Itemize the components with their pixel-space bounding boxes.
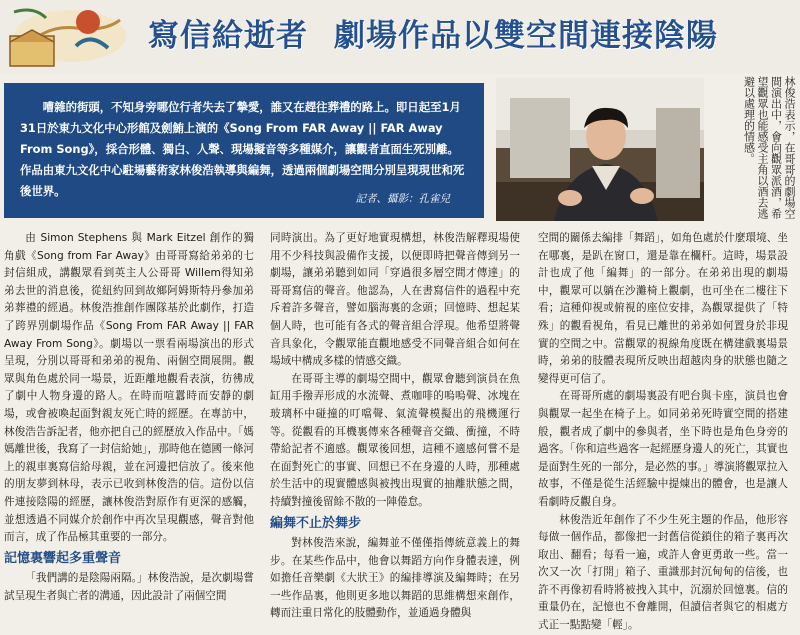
paragraph: 林俊浩近年創作了不少生死主題的作品，他形容每做一個作品，都像把一封舊信從鎖住的箱子裏再次取出、翻看；每看一遍，或許人會更勇敢一些。當一次又一次「打開」箱子、重識那封沉甸甸的信後，也許不再像初看時將被拽入其中，沉溺於回憶裏。信的重量仍在，記憶也不會離開，但讀信者與它的相處方式正一點點變「輕」。 — [538, 513, 788, 632]
article-column-2 — [270, 230, 520, 623]
headline-left: 寫信給逝者 — [148, 18, 308, 54]
page-header — [0, 0, 800, 74]
column-logo-illustration — [4, 2, 130, 68]
section-heading: 編舞不止於舞步 — [270, 515, 362, 531]
paragraph: 同時演出。為了更好地實現構想，林俊浩解釋現場使用不少科技與設備作支援，以便即時把聲音傳到另一劇場，讓弟弟聽到如同「穿過很多層空間才傳達」的哥哥寫信的聲音。他認為，人在書寫信件的過程中充斥着許多聲音，譬如腦海裏的念頭；回憶時、想起某個人時，也可能有各式的聲音組合浮現。他希望將聲音具象化，令觀眾能直觀地感受不同聲音組合如何在場域中構成多樣的情感交織。 — [270, 232, 520, 368]
headline-right: 劇場作品以雙空間連接陰陽 — [334, 18, 718, 54]
paragraph: 由 Simon Stephens 與 Mark Eitzel 創作的獨角戲《Song from Far Away》由哥哥寫給弟弟的七封信組成，講觀眾看到英主人公哥哥 Willem得知弟弟去世的消息後，從紐約回到故鄉阿姆斯特丹參加弟弟葬禮的經過。林俊浩推創作團隊基於此劇作，打造了跨界別劇場作品《Song From FAR Away || FAR Away From Song》。劇場以一票看兩場演出的形式呈現，分別以哥哥和弟弟的視角、兩個空間展開。觀眾與角色處於同一場景，近距離地觀看表演，彷彿成了劇中人物身邊的路人。在時而喧囂時而安靜的劇場，或會被喚起面對親友死亡時的經歷。在專訪中，林俊浩告訴記者，他亦把自己的經歷放入作品中。「媽媽離世後，我寫了一封信給她」，那時他在德國一條河上的親車裏寫信給母親，並在河邊把信放了。後來他的朋友夢到林母，表示已收到林俊浩的信。這份以信件連接陰陽的經歷，讓林俊浩對原作有更深的感觸，並想透過不同媒介於創作中再次呈現觀感，聲音對他而言，成了作品極其重要的一部分。 — [4, 232, 254, 544]
headline — [148, 10, 718, 55]
paragraph: 空間的關係去編排「舞蹈」，如角色處於什麼環境、坐在哪裏，是趴在窗口，還是靠在欄杆。這時，場景設計也成了他「編舞」的一部分。在弟弟出現的劇場中，觀眾可以躺在沙灘椅上觀劇，也可坐在二樓往下看；這種仰視或俯視的座位安排，為觀眾提供了「特殊」的觀看視角，看見已離世的弟弟如何置身於非現實的空間之中。當觀眾的視線角度既在構建戲裏場景時，弟弟的肢體表現所反映出超越肉身的狀態也隨之變得更可信了。 — [538, 232, 788, 385]
article-column-3 — [538, 230, 788, 635]
paragraph: 在哥哥所處的劇場裏設有吧台與卡座，演員也會與觀眾一起坐在椅子上。如同弟弟死時實空間的搭建般，觀者成了劇中的參與者，坐下時也是角色身旁的過客。「你和這些過客一起經歷身邊人的死亡，其實也是面對生死的一部分，是必然的事。」導演將觀眾拉入故事，不僅是從生活經驗中提煉出的體會，也是讓人看劇時反觀自身。 — [538, 390, 788, 508]
article-column-1 — [4, 230, 254, 605]
paragraph: 在哥哥主導的劇場空間中，觀眾會聽到演員在魚缸用手撥弄形成的水流聲、煮咖啡的嗚嗚聲、冰塊在玻璃杯中碰撞的叮噹聲、氣流聲模擬出的飛機運行等。從觀看的耳機裏傳來各種聲音交織、衝撞，不時帶給記者不適感。觀眾後回想，這種不適感何嘗不是在面對死亡的事實、回想已不在身邊的人時，那種處於生活中的現實體感與被拽出現實的抽離狀態之間，持續對撞後留餘不散的一陣倦怠。 — [270, 372, 520, 508]
paragraph: 「我們講的是陰陽兩隔。」林俊浩說，是次劇場嘗試呈現生者與亡者的溝通，因此設計了兩個空間 — [4, 572, 254, 602]
paragraph: 對林俊浩來說，編舞並不僅僅指傳統意義上的舞步。在某些作品中，他會以舞蹈方向作身體表達，例如擔任音樂劇《大狀王》的編排導演及編舞時；在另一些作品裏，他則更多地以舞蹈的思維構想來創作，轉而注重日常化的肢體動作，並通過身體與 — [270, 537, 520, 620]
photo-of-director — [496, 78, 704, 221]
byline-credit: 記者、攝影：孔雀兒 — [355, 193, 450, 205]
interview-photo — [496, 78, 704, 221]
photo-caption: 林俊浩表示，在哥哥的劇場空間演出中，會向觀眾派酒，希望觀眾也能感受主角以酒去逃避以處理的情感。 — [742, 76, 796, 219]
intro-text: 嘈雜的街頭，不知身旁哪位行者失去了摯愛，誰又在趕往葬禮的路上。即日起至1月31日於東九文化中心形館及劍鮪上演的《Song From FAR Away || FAR Away From Song》，採合形體、獨白、人聲、現場擬音等多種媒介，讓觀者直面生死別離。作品由東九文化中心駐場藝術家林俊浩執導與編舞，透過兩個劇場空間分別呈現現世和死後世界。 — [20, 100, 465, 198]
intro-box — [4, 83, 484, 218]
section-heading: 記憶裏響起多重聲音 — [4, 550, 122, 566]
